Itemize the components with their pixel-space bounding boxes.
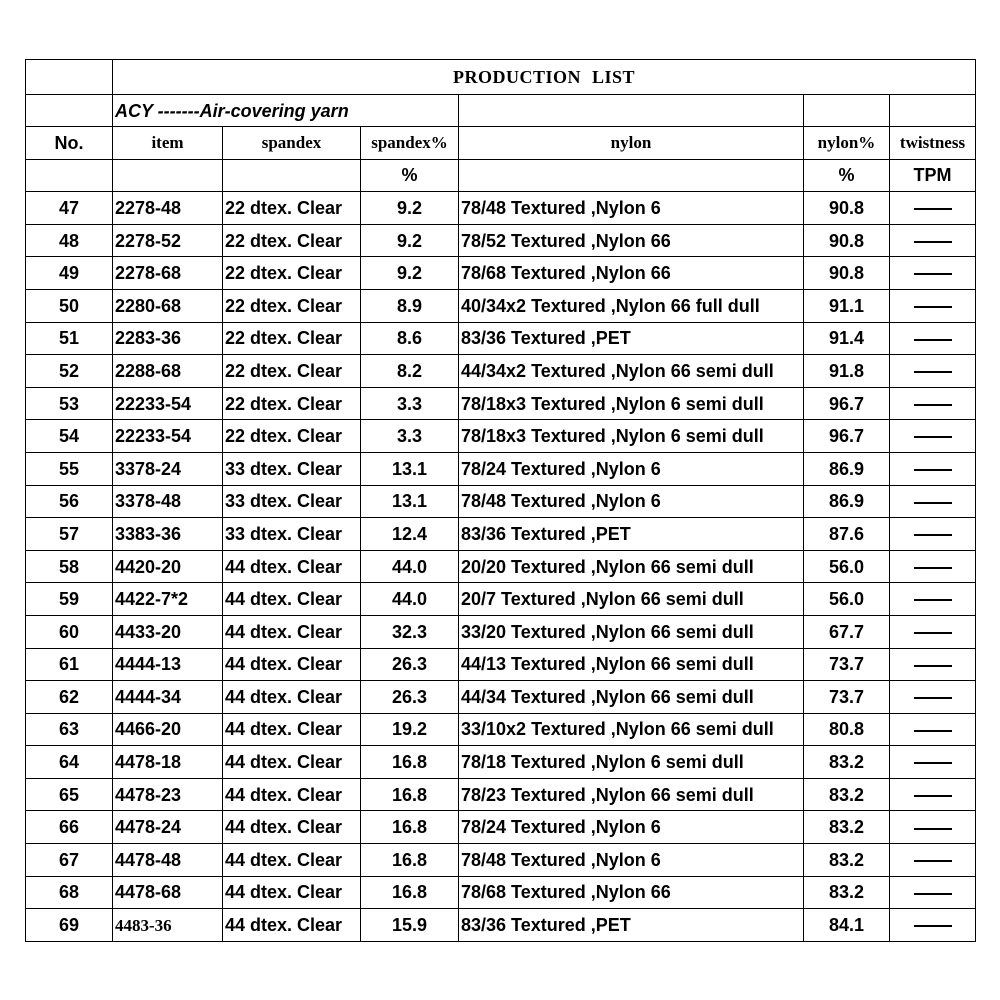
dash-mark (914, 795, 952, 797)
table-row (26, 289, 976, 322)
cell-nylon: 44/13 Textured ,Nylon 66 semi dull (459, 648, 804, 681)
cell-nylon-pct: 86.9 (804, 485, 890, 518)
blank-cell (26, 95, 113, 127)
dash-mark (914, 925, 952, 927)
cell-no: 49 (26, 257, 113, 290)
subtitle-row (26, 95, 976, 127)
cell-spandex-pct: 8.6 (361, 322, 459, 355)
cell-spandex: 22 dtex. Clear (223, 420, 361, 453)
cell-no: 56 (26, 485, 113, 518)
cell-nylon: 20/7 Textured ,Nylon 66 semi dull (459, 583, 804, 616)
cell-no: 64 (26, 746, 113, 779)
cell-spandex: 22 dtex. Clear (223, 387, 361, 420)
dash-mark (914, 371, 952, 373)
cell-no: 68 (26, 876, 113, 909)
cell-item: 3383-36 (113, 518, 223, 551)
cell-spandex-pct: 8.2 (361, 355, 459, 388)
cell-nylon: 78/48 Textured ,Nylon 6 (459, 485, 804, 518)
cell-nylon-pct: 90.8 (804, 192, 890, 225)
table-row (26, 550, 976, 583)
blank-cell (26, 60, 113, 95)
cell-item: 4444-13 (113, 648, 223, 681)
cell-nylon-pct: 83.2 (804, 778, 890, 811)
cell-nylon: 33/20 Textured ,Nylon 66 semi dull (459, 615, 804, 648)
table-row (26, 224, 976, 257)
cell-nylon-pct: 67.7 (804, 615, 890, 648)
cell-spandex: 22 dtex. Clear (223, 224, 361, 257)
cell-twistness (890, 713, 976, 746)
cell-twistness (890, 387, 976, 420)
cell-spandex-pct: 26.3 (361, 681, 459, 714)
cell-twistness (890, 289, 976, 322)
header-no: No. (26, 127, 113, 160)
cell-spandex: 44 dtex. Clear (223, 778, 361, 811)
dash-mark (914, 697, 952, 699)
table-row (26, 257, 976, 290)
dash-mark (914, 502, 952, 504)
cell-spandex-pct: 16.8 (361, 844, 459, 877)
cell-nylon-pct: 83.2 (804, 876, 890, 909)
cell-spandex: 44 dtex. Clear (223, 583, 361, 616)
cell-nylon-pct: 96.7 (804, 420, 890, 453)
cell-spandex-pct: 16.8 (361, 778, 459, 811)
header-spandex-pct: spandex% (361, 127, 459, 160)
header-item: item (113, 127, 223, 160)
cell-no: 67 (26, 844, 113, 877)
cell-spandex-pct: 32.3 (361, 615, 459, 648)
cell-twistness (890, 615, 976, 648)
table-row (26, 322, 976, 355)
cell-spandex-pct: 13.1 (361, 485, 459, 518)
cell-spandex-pct: 3.3 (361, 420, 459, 453)
dash-mark (914, 241, 952, 243)
cell-twistness (890, 485, 976, 518)
cell-nylon-pct: 91.1 (804, 289, 890, 322)
cell-no: 57 (26, 518, 113, 551)
dash-mark (914, 436, 952, 438)
cell-no: 62 (26, 681, 113, 714)
cell-nylon: 44/34x2 Textured ,Nylon 66 semi dull (459, 355, 804, 388)
cell-item: 2278-68 (113, 257, 223, 290)
cell-item: 4478-68 (113, 876, 223, 909)
cell-spandex: 33 dtex. Clear (223, 518, 361, 551)
dash-mark (914, 762, 952, 764)
cell-spandex: 44 dtex. Clear (223, 746, 361, 779)
cell-nylon: 40/34x2 Textured ,Nylon 66 full dull (459, 289, 804, 322)
cell-twistness (890, 583, 976, 616)
cell-item: 3378-48 (113, 485, 223, 518)
cell-no: 48 (26, 224, 113, 257)
unit-nylon-pct: % (804, 159, 890, 192)
cell-no: 50 (26, 289, 113, 322)
dash-mark (914, 273, 952, 275)
cell-item: 22233-54 (113, 387, 223, 420)
cell-nylon-pct: 73.7 (804, 648, 890, 681)
cell-nylon-pct: 83.2 (804, 844, 890, 877)
table-row (26, 452, 976, 485)
cell-no: 66 (26, 811, 113, 844)
cell-nylon: 83/36 Textured ,PET (459, 322, 804, 355)
table-row (26, 615, 976, 648)
cell-nylon: 78/48 Textured ,Nylon 6 (459, 844, 804, 877)
cell-spandex: 33 dtex. Clear (223, 452, 361, 485)
cell-nylon-pct: 90.8 (804, 224, 890, 257)
cell-item: 4422-7*2 (113, 583, 223, 616)
page-title: PRODUCTION LIST (113, 60, 976, 95)
blank-cell (804, 95, 890, 127)
cell-no: 52 (26, 355, 113, 388)
cell-no: 54 (26, 420, 113, 453)
table-row (26, 355, 976, 388)
cell-twistness (890, 844, 976, 877)
cell-twistness (890, 778, 976, 811)
cell-nylon-pct: 80.8 (804, 713, 890, 746)
table-row (26, 485, 976, 518)
blank-cell (459, 95, 804, 127)
cell-twistness (890, 518, 976, 551)
cell-item: 4433-20 (113, 615, 223, 648)
cell-spandex: 22 dtex. Clear (223, 322, 361, 355)
cell-nylon-pct: 87.6 (804, 518, 890, 551)
cell-no: 58 (26, 550, 113, 583)
cell-item: 2278-48 (113, 192, 223, 225)
unit-spandex-pct: % (361, 159, 459, 192)
cell-nylon-pct: 90.8 (804, 257, 890, 290)
dash-mark (914, 567, 952, 569)
cell-nylon-pct: 91.4 (804, 322, 890, 355)
cell-nylon: 78/18x3 Textured ,Nylon 6 semi dull (459, 420, 804, 453)
table-subtitle: ACY -------Air-covering yarn (113, 95, 459, 127)
dash-mark (914, 599, 952, 601)
cell-spandex-pct: 9.2 (361, 224, 459, 257)
cell-no: 61 (26, 648, 113, 681)
cell-twistness (890, 452, 976, 485)
cell-nylon-pct: 73.7 (804, 681, 890, 714)
cell-twistness (890, 909, 976, 942)
cell-nylon: 78/23 Textured ,Nylon 66 semi dull (459, 778, 804, 811)
cell-spandex: 22 dtex. Clear (223, 289, 361, 322)
cell-no: 60 (26, 615, 113, 648)
cell-twistness (890, 355, 976, 388)
dash-mark (914, 860, 952, 862)
cell-spandex-pct: 12.4 (361, 518, 459, 551)
cell-no: 69 (26, 909, 113, 942)
cell-item: 4478-24 (113, 811, 223, 844)
cell-nylon-pct: 83.2 (804, 746, 890, 779)
cell-no: 65 (26, 778, 113, 811)
cell-item: 22233-54 (113, 420, 223, 453)
cell-spandex: 22 dtex. Clear (223, 192, 361, 225)
cell-twistness (890, 322, 976, 355)
cell-spandex-pct: 8.9 (361, 289, 459, 322)
cell-nylon-pct: 84.1 (804, 909, 890, 942)
cell-nylon-pct: 83.2 (804, 811, 890, 844)
table-row (26, 648, 976, 681)
cell-twistness (890, 648, 976, 681)
cell-nylon-pct: 96.7 (804, 387, 890, 420)
production-list-table (25, 59, 976, 942)
table-row (26, 811, 976, 844)
cell-item: 4478-18 (113, 746, 223, 779)
cell-item: 3378-24 (113, 452, 223, 485)
header-twistness: twistness (890, 127, 976, 160)
cell-spandex-pct: 19.2 (361, 713, 459, 746)
cell-spandex: 22 dtex. Clear (223, 355, 361, 388)
cell-nylon: 78/48 Textured ,Nylon 6 (459, 192, 804, 225)
cell-item: 4483-36 (113, 909, 223, 942)
cell-spandex-pct: 16.8 (361, 876, 459, 909)
cell-nylon: 78/18x3 Textured ,Nylon 6 semi dull (459, 387, 804, 420)
cell-no: 55 (26, 452, 113, 485)
table-row (26, 844, 976, 877)
cell-spandex-pct: 16.8 (361, 811, 459, 844)
table-row (26, 876, 976, 909)
unit-twistness: TPM (890, 159, 976, 192)
table-row (26, 778, 976, 811)
cell-twistness (890, 192, 976, 225)
cell-item: 4444-34 (113, 681, 223, 714)
cell-nylon-pct: 56.0 (804, 550, 890, 583)
cell-twistness (890, 811, 976, 844)
cell-nylon: 78/24 Textured ,Nylon 6 (459, 811, 804, 844)
title-row (26, 60, 976, 95)
dash-mark (914, 339, 952, 341)
cell-no: 59 (26, 583, 113, 616)
cell-spandex: 44 dtex. Clear (223, 681, 361, 714)
cell-spandex-pct: 13.1 (361, 452, 459, 485)
header-spandex: spandex (223, 127, 361, 160)
table-row (26, 583, 976, 616)
cell-spandex-pct: 44.0 (361, 583, 459, 616)
dash-mark (914, 404, 952, 406)
cell-spandex: 33 dtex. Clear (223, 485, 361, 518)
table-row (26, 713, 976, 746)
cell-nylon: 78/68 Textured ,Nylon 66 (459, 257, 804, 290)
cell-spandex: 44 dtex. Clear (223, 648, 361, 681)
cell-spandex: 22 dtex. Clear (223, 257, 361, 290)
cell-spandex: 44 dtex. Clear (223, 909, 361, 942)
cell-spandex: 44 dtex. Clear (223, 876, 361, 909)
table-row (26, 192, 976, 225)
dash-mark (914, 632, 952, 634)
cell-twistness (890, 420, 976, 453)
cell-item: 2283-36 (113, 322, 223, 355)
table-row (26, 909, 976, 942)
dash-mark (914, 893, 952, 895)
blank-cell (890, 95, 976, 127)
cell-spandex-pct: 9.2 (361, 257, 459, 290)
cell-spandex: 44 dtex. Clear (223, 550, 361, 583)
cell-item: 4478-23 (113, 778, 223, 811)
table-row (26, 746, 976, 779)
cell-item: 2288-68 (113, 355, 223, 388)
cell-twistness (890, 257, 976, 290)
dash-mark (914, 665, 952, 667)
cell-spandex: 44 dtex. Clear (223, 844, 361, 877)
blank-cell (459, 159, 804, 192)
blank-cell (113, 159, 223, 192)
table-row (26, 387, 976, 420)
dash-mark (914, 469, 952, 471)
cell-twistness (890, 681, 976, 714)
cell-spandex: 44 dtex. Clear (223, 615, 361, 648)
header-row (26, 127, 976, 160)
cell-item: 4478-48 (113, 844, 223, 877)
blank-cell (26, 159, 113, 192)
cell-nylon: 78/18 Textured ,Nylon 6 semi dull (459, 746, 804, 779)
cell-twistness (890, 224, 976, 257)
blank-cell (223, 159, 361, 192)
dash-mark (914, 306, 952, 308)
cell-nylon: 20/20 Textured ,Nylon 66 semi dull (459, 550, 804, 583)
cell-twistness (890, 550, 976, 583)
cell-item: 4420-20 (113, 550, 223, 583)
cell-nylon-pct: 86.9 (804, 452, 890, 485)
units-row (26, 159, 976, 192)
table-row (26, 518, 976, 551)
cell-item: 2280-68 (113, 289, 223, 322)
cell-spandex-pct: 15.9 (361, 909, 459, 942)
dash-mark (914, 208, 952, 210)
cell-item: 4466-20 (113, 713, 223, 746)
cell-nylon: 78/68 Textured ,Nylon 66 (459, 876, 804, 909)
cell-no: 63 (26, 713, 113, 746)
cell-item: 2278-52 (113, 224, 223, 257)
table-row (26, 681, 976, 714)
cell-nylon: 78/52 Textured ,Nylon 66 (459, 224, 804, 257)
cell-nylon: 44/34 Textured ,Nylon 66 semi dull (459, 681, 804, 714)
cell-spandex-pct: 26.3 (361, 648, 459, 681)
dash-mark (914, 730, 952, 732)
cell-nylon: 83/36 Textured ,PET (459, 518, 804, 551)
cell-no: 53 (26, 387, 113, 420)
cell-twistness (890, 746, 976, 779)
cell-no: 51 (26, 322, 113, 355)
cell-nylon: 33/10x2 Textured ,Nylon 66 semi dull (459, 713, 804, 746)
cell-spandex-pct: 16.8 (361, 746, 459, 779)
header-nylon: nylon (459, 127, 804, 160)
dash-mark (914, 534, 952, 536)
dash-mark (914, 828, 952, 830)
cell-nylon: 78/24 Textured ,Nylon 6 (459, 452, 804, 485)
cell-nylon-pct: 91.8 (804, 355, 890, 388)
cell-nylon: 83/36 Textured ,PET (459, 909, 804, 942)
cell-spandex: 44 dtex. Clear (223, 713, 361, 746)
cell-nylon-pct: 56.0 (804, 583, 890, 616)
header-nylon-pct: nylon% (804, 127, 890, 160)
cell-spandex-pct: 44.0 (361, 550, 459, 583)
cell-spandex-pct: 9.2 (361, 192, 459, 225)
cell-no: 47 (26, 192, 113, 225)
table-row (26, 420, 976, 453)
cell-twistness (890, 876, 976, 909)
cell-spandex: 44 dtex. Clear (223, 811, 361, 844)
cell-spandex-pct: 3.3 (361, 387, 459, 420)
